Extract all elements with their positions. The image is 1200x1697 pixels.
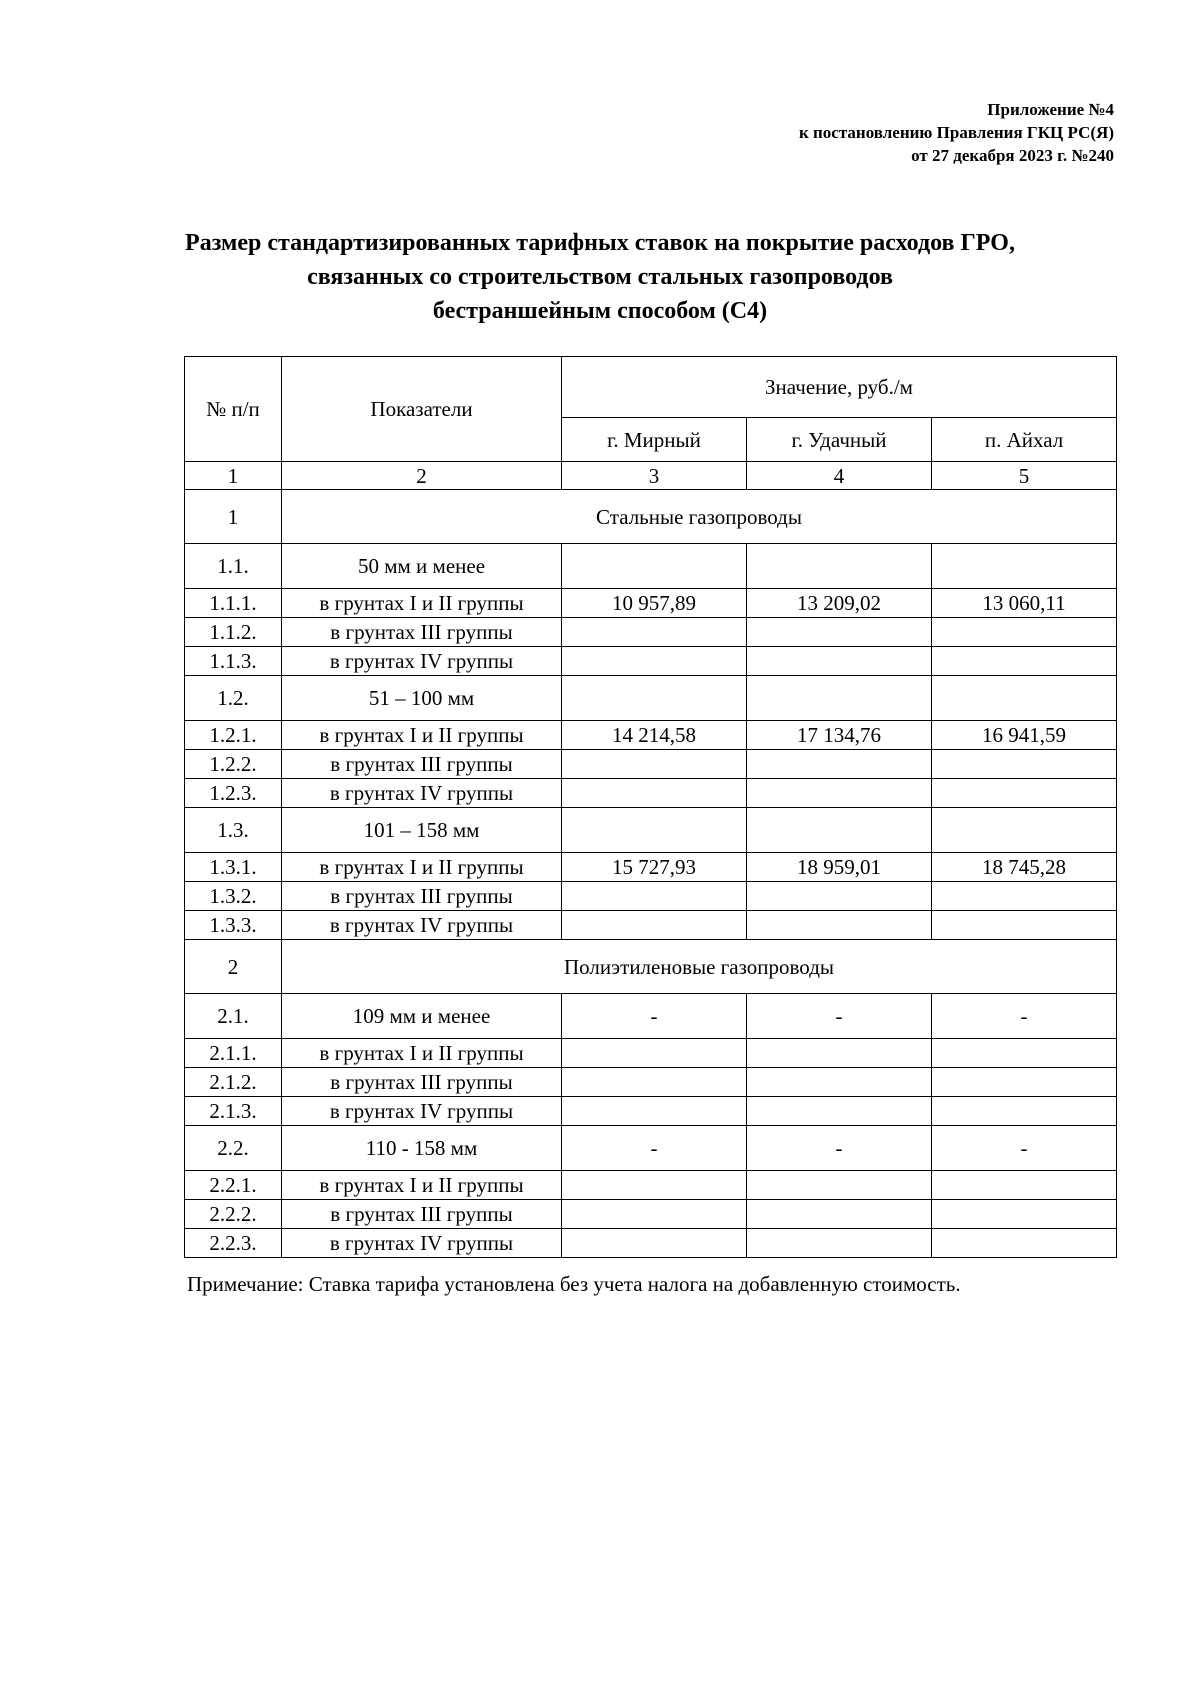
group-name: 50 мм и менее bbox=[282, 544, 562, 589]
row-value bbox=[932, 1068, 1117, 1097]
row-name: в грунтах IV группы bbox=[282, 647, 562, 676]
row-name: в грунтах III группы bbox=[282, 618, 562, 647]
row-number: 2.1.2. bbox=[185, 1068, 282, 1097]
row-value bbox=[562, 1229, 747, 1258]
group-value bbox=[932, 676, 1117, 721]
row-value: 10 957,89 bbox=[562, 589, 747, 618]
row-value bbox=[562, 779, 747, 808]
document-title bbox=[100, 226, 1100, 328]
header-mirny: г. Мирный bbox=[562, 418, 747, 462]
row-value bbox=[562, 882, 747, 911]
section-number: 1 bbox=[185, 490, 282, 544]
group-value bbox=[747, 808, 932, 853]
group-row bbox=[185, 544, 1117, 589]
table-row bbox=[185, 1229, 1117, 1258]
row-value bbox=[562, 1171, 747, 1200]
section-title: Полиэтиленовые газопроводы bbox=[282, 940, 1117, 994]
row-value bbox=[562, 750, 747, 779]
row-value: 16 941,59 bbox=[932, 721, 1117, 750]
group-number: 2.1. bbox=[185, 994, 282, 1039]
table-row bbox=[185, 721, 1117, 750]
table-row bbox=[185, 589, 1117, 618]
row-value bbox=[747, 1171, 932, 1200]
group-value bbox=[747, 544, 932, 589]
header-indicators: Показатели bbox=[282, 357, 562, 462]
row-name: в грунтах IV группы bbox=[282, 1229, 562, 1258]
group-value: - bbox=[932, 1126, 1117, 1171]
appendix-number: Приложение №4 bbox=[987, 100, 1114, 119]
row-value bbox=[747, 647, 932, 676]
group-number: 1.2. bbox=[185, 676, 282, 721]
row-number: 2.1.1. bbox=[185, 1039, 282, 1068]
group-name: 101 – 158 мм bbox=[282, 808, 562, 853]
column-number: 5 bbox=[932, 462, 1117, 490]
appendix-decree: к постановлению Правления ГКЦ РС(Я) bbox=[798, 123, 1114, 142]
row-value bbox=[932, 911, 1117, 940]
row-name: в грунтах IV группы bbox=[282, 1097, 562, 1126]
column-number: 1 bbox=[185, 462, 282, 490]
section-row bbox=[185, 940, 1117, 994]
row-number: 2.2.3. bbox=[185, 1229, 282, 1258]
row-number: 1.1.1. bbox=[185, 589, 282, 618]
row-name: в грунтах I и II группы bbox=[282, 589, 562, 618]
row-number: 1.3.1. bbox=[185, 853, 282, 882]
row-name: в грунтах I и II группы bbox=[282, 721, 562, 750]
group-number: 2.2. bbox=[185, 1126, 282, 1171]
row-value: 17 134,76 bbox=[747, 721, 932, 750]
group-value: - bbox=[747, 1126, 932, 1171]
header-aykhal: п. Айхал bbox=[932, 418, 1117, 462]
table-row bbox=[185, 618, 1117, 647]
table-row bbox=[185, 1097, 1117, 1126]
appendix-date: от 27 декабря 2023 г. №240 bbox=[911, 146, 1114, 165]
table-row bbox=[185, 1039, 1117, 1068]
row-value bbox=[932, 647, 1117, 676]
row-value: 14 214,58 bbox=[562, 721, 747, 750]
group-name: 109 мм и менее bbox=[282, 994, 562, 1039]
row-value bbox=[747, 882, 932, 911]
title-line-1: Размер стандартизированных тарифных ставок на покрытие расходов ГРО, bbox=[185, 230, 1015, 256]
group-value bbox=[747, 676, 932, 721]
row-name: в грунтах I и II группы bbox=[282, 1171, 562, 1200]
row-number: 1.2.1. bbox=[185, 721, 282, 750]
row-value bbox=[562, 1200, 747, 1229]
title-line-3: бестраншейным способом (С4) bbox=[432, 298, 768, 324]
group-value bbox=[562, 808, 747, 853]
row-value: 13 209,02 bbox=[747, 589, 932, 618]
row-number: 1.3.2. bbox=[185, 882, 282, 911]
row-name: в грунтах IV группы bbox=[282, 911, 562, 940]
row-value bbox=[932, 1200, 1117, 1229]
row-number: 1.1.2. bbox=[185, 618, 282, 647]
row-value bbox=[747, 1229, 932, 1258]
row-value bbox=[747, 1068, 932, 1097]
row-value bbox=[747, 618, 932, 647]
group-row bbox=[185, 994, 1117, 1039]
row-name: в грунтах I и II группы bbox=[282, 853, 562, 882]
column-number: 4 bbox=[747, 462, 932, 490]
row-value bbox=[932, 750, 1117, 779]
group-number: 1.1. bbox=[185, 544, 282, 589]
group-row bbox=[185, 808, 1117, 853]
table-row bbox=[185, 853, 1117, 882]
group-name: 110 - 158 мм bbox=[282, 1126, 562, 1171]
header-value: Значение, руб./м bbox=[562, 357, 1117, 418]
row-value: 18 959,01 bbox=[747, 853, 932, 882]
row-value: 13 060,11 bbox=[932, 589, 1117, 618]
appendix-header bbox=[799, 98, 1114, 167]
table-row bbox=[185, 1200, 1117, 1229]
row-value bbox=[747, 1097, 932, 1126]
row-value bbox=[747, 1200, 932, 1229]
row-value bbox=[747, 911, 932, 940]
table-row bbox=[185, 911, 1117, 940]
table-row bbox=[185, 1068, 1117, 1097]
table-row bbox=[185, 882, 1117, 911]
row-value bbox=[932, 618, 1117, 647]
group-value: - bbox=[747, 994, 932, 1039]
table-row bbox=[185, 1171, 1117, 1200]
tariff-table bbox=[184, 356, 1117, 1258]
group-value bbox=[562, 676, 747, 721]
row-value bbox=[932, 882, 1117, 911]
group-row bbox=[185, 676, 1117, 721]
row-value bbox=[562, 911, 747, 940]
row-value: 15 727,93 bbox=[562, 853, 747, 882]
row-number: 1.2.3. bbox=[185, 779, 282, 808]
group-value: - bbox=[562, 994, 747, 1039]
group-row bbox=[185, 1126, 1117, 1171]
row-number: 2.2.2. bbox=[185, 1200, 282, 1229]
row-value bbox=[747, 779, 932, 808]
footnote: Примечание: Ставка тарифа установлена без учета налога на добавленную стоимость. bbox=[187, 1272, 961, 1296]
title-line-2: связанных со строительством стальных газопроводов bbox=[307, 264, 893, 290]
row-name: в грунтах IV группы bbox=[282, 779, 562, 808]
row-number: 2.1.3. bbox=[185, 1097, 282, 1126]
column-number: 3 bbox=[562, 462, 747, 490]
group-value bbox=[562, 544, 747, 589]
column-number: 2 bbox=[282, 462, 562, 490]
row-name: в грунтах III группы bbox=[282, 1200, 562, 1229]
group-value bbox=[932, 808, 1117, 853]
header-udachny: г. Удачный bbox=[747, 418, 932, 462]
group-name: 51 – 100 мм bbox=[282, 676, 562, 721]
header-num: № п/п bbox=[185, 357, 282, 462]
row-value bbox=[932, 1039, 1117, 1068]
row-value bbox=[932, 1171, 1117, 1200]
row-value bbox=[562, 618, 747, 647]
row-value bbox=[562, 1068, 747, 1097]
row-value bbox=[562, 647, 747, 676]
row-value bbox=[932, 1097, 1117, 1126]
row-name: в грунтах I и II группы bbox=[282, 1039, 562, 1068]
row-name: в грунтах III группы bbox=[282, 750, 562, 779]
row-name: в грунтах III группы bbox=[282, 882, 562, 911]
table-row bbox=[185, 779, 1117, 808]
row-value bbox=[932, 1229, 1117, 1258]
section-number: 2 bbox=[185, 940, 282, 994]
row-name: в грунтах III группы bbox=[282, 1068, 562, 1097]
row-value bbox=[747, 750, 932, 779]
section-row bbox=[185, 490, 1117, 544]
row-number: 1.3.3. bbox=[185, 911, 282, 940]
row-value bbox=[562, 1039, 747, 1068]
row-value bbox=[562, 1097, 747, 1126]
section-title: Стальные газопроводы bbox=[282, 490, 1117, 544]
group-value bbox=[932, 544, 1117, 589]
group-number: 1.3. bbox=[185, 808, 282, 853]
row-value: 18 745,28 bbox=[932, 853, 1117, 882]
group-value: - bbox=[562, 1126, 747, 1171]
row-value bbox=[747, 1039, 932, 1068]
row-value bbox=[932, 779, 1117, 808]
row-number: 1.2.2. bbox=[185, 750, 282, 779]
table-row bbox=[185, 647, 1117, 676]
table-row bbox=[185, 750, 1117, 779]
row-number: 2.2.1. bbox=[185, 1171, 282, 1200]
group-value: - bbox=[932, 994, 1117, 1039]
row-number: 1.1.3. bbox=[185, 647, 282, 676]
